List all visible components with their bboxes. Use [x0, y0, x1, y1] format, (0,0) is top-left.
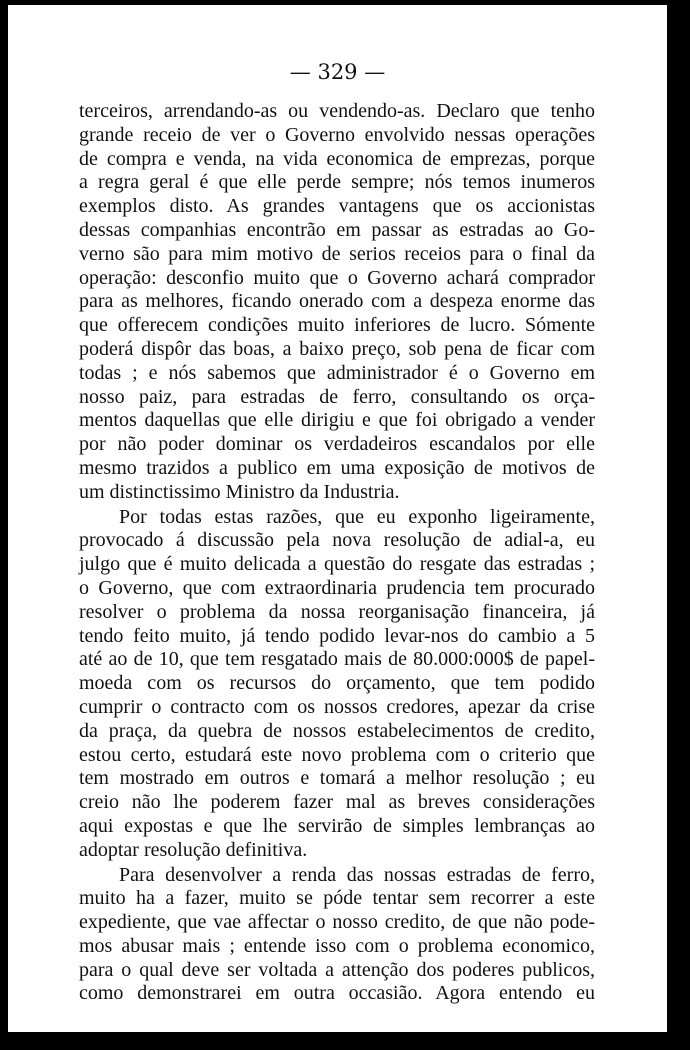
text-line: poderá dispôr das boas, a baixo preço, sob pena de ficar com	[79, 337, 595, 360]
text-line: um distinctissimo Ministro da Industria.	[79, 480, 400, 503]
text-line: grande receio de ver o Governo envolvido nessas operações	[79, 123, 595, 146]
text-line: o Governo, que com extraordinaria prudencia tem procurado	[79, 576, 595, 599]
text-line: estou certo, estudará este novo problema com o criterio que	[79, 743, 595, 766]
text-line: exemplos disto. As grandes vantagens que os accionistas	[79, 195, 595, 218]
text-line: mos abusar mais ; entende isso com o problema economico,	[79, 934, 595, 957]
text-line: de compra e venda, na vida economica de emprezas, porque	[79, 147, 595, 170]
text-line: julgo que é muito delicada a questão do resgate das estradas ;	[79, 553, 595, 576]
text-line: a regra geral é que elle perde sempre; nós temos inumeros	[79, 171, 595, 194]
body-text	[79, 100, 595, 1007]
paragraph	[79, 100, 595, 505]
text-line: operação: desconfio muito que o Governo achará comprador	[79, 266, 595, 289]
text-line: Por todas estas razões, que eu exponho ligeiramente,	[119, 505, 595, 528]
text-line: adoptar resolução definitiva.	[79, 838, 308, 861]
text-line: para as melhores, ficando onerado com a despeza enorme das	[79, 290, 595, 313]
text-line: Para desenvolver a renda das nossas estradas de ferro,	[119, 863, 595, 886]
text-line: dessas companhias encontrão em passar as estradas ao Go-	[79, 218, 595, 241]
text-line: expediente, que vae affectar o nosso credito, de que não pode-	[79, 911, 595, 934]
text-line: até ao de 10, que tem resgatado mais de 80.000:000$ de papel-	[79, 648, 595, 671]
text-line: mesmo trazidos a publico em uma exposição de motivos de	[79, 456, 595, 479]
text-line: nosso paiz, para estradas de ferro, consultando os orça-	[79, 385, 595, 408]
text-line: aqui expostas e que lhe servirão de simples lembranças ao	[79, 814, 595, 837]
text-line: moeda com os recursos do orçamento, que tem podido	[79, 672, 595, 695]
page-number: — 329 —	[289, 60, 386, 84]
text-line: muito ha a fazer, muito se póde tentar sem recorrer a este	[79, 887, 595, 910]
text-line: como demonstrarei em outra occasião. Agora entendo eu	[79, 982, 595, 1005]
text-line: mentos daquellas que elle dirigiu e que foi obrigado a vender	[79, 409, 595, 432]
text-line: tendo feito muito, já tendo podido levar-nos do cambio a 5	[79, 624, 595, 647]
text-line: resolver o problema da nossa reorganisação financeira, já	[79, 600, 595, 623]
text-line: creio não lhe poderem fazer mal as breves considerações	[79, 791, 595, 814]
text-line: todas ; e nós sabemos que administrador é o Governo em	[79, 361, 595, 384]
text-line: para o qual deve ser voltada a attenção dos poderes publicos,	[79, 958, 595, 981]
text-line: tem mostrado em outros e tomará a melhor resolução ; eu	[79, 767, 595, 790]
text-line: que offerecem condições muito inferiores de lucro. Sómente	[79, 314, 595, 337]
book-page	[8, 5, 667, 1032]
paragraph	[79, 864, 595, 1007]
text-line: da praça, da quebra de nossos estabelecimentos de credito,	[79, 719, 595, 742]
text-line: terceiros, arrendando-as ou vendendo-as. Declaro que tenho	[79, 100, 595, 122]
text-line: provocado á discussão pela nova resolução de adial-a, eu	[79, 529, 595, 552]
text-line: por não poder dominar os verdadeiros escandalos por elle	[79, 433, 595, 456]
text-line: verno são para mim motivo de serios receios para o final da	[79, 242, 595, 265]
paragraph	[79, 506, 595, 863]
text-line: cumprir o contracto com os nossos credores, apezar da crise	[79, 695, 595, 718]
